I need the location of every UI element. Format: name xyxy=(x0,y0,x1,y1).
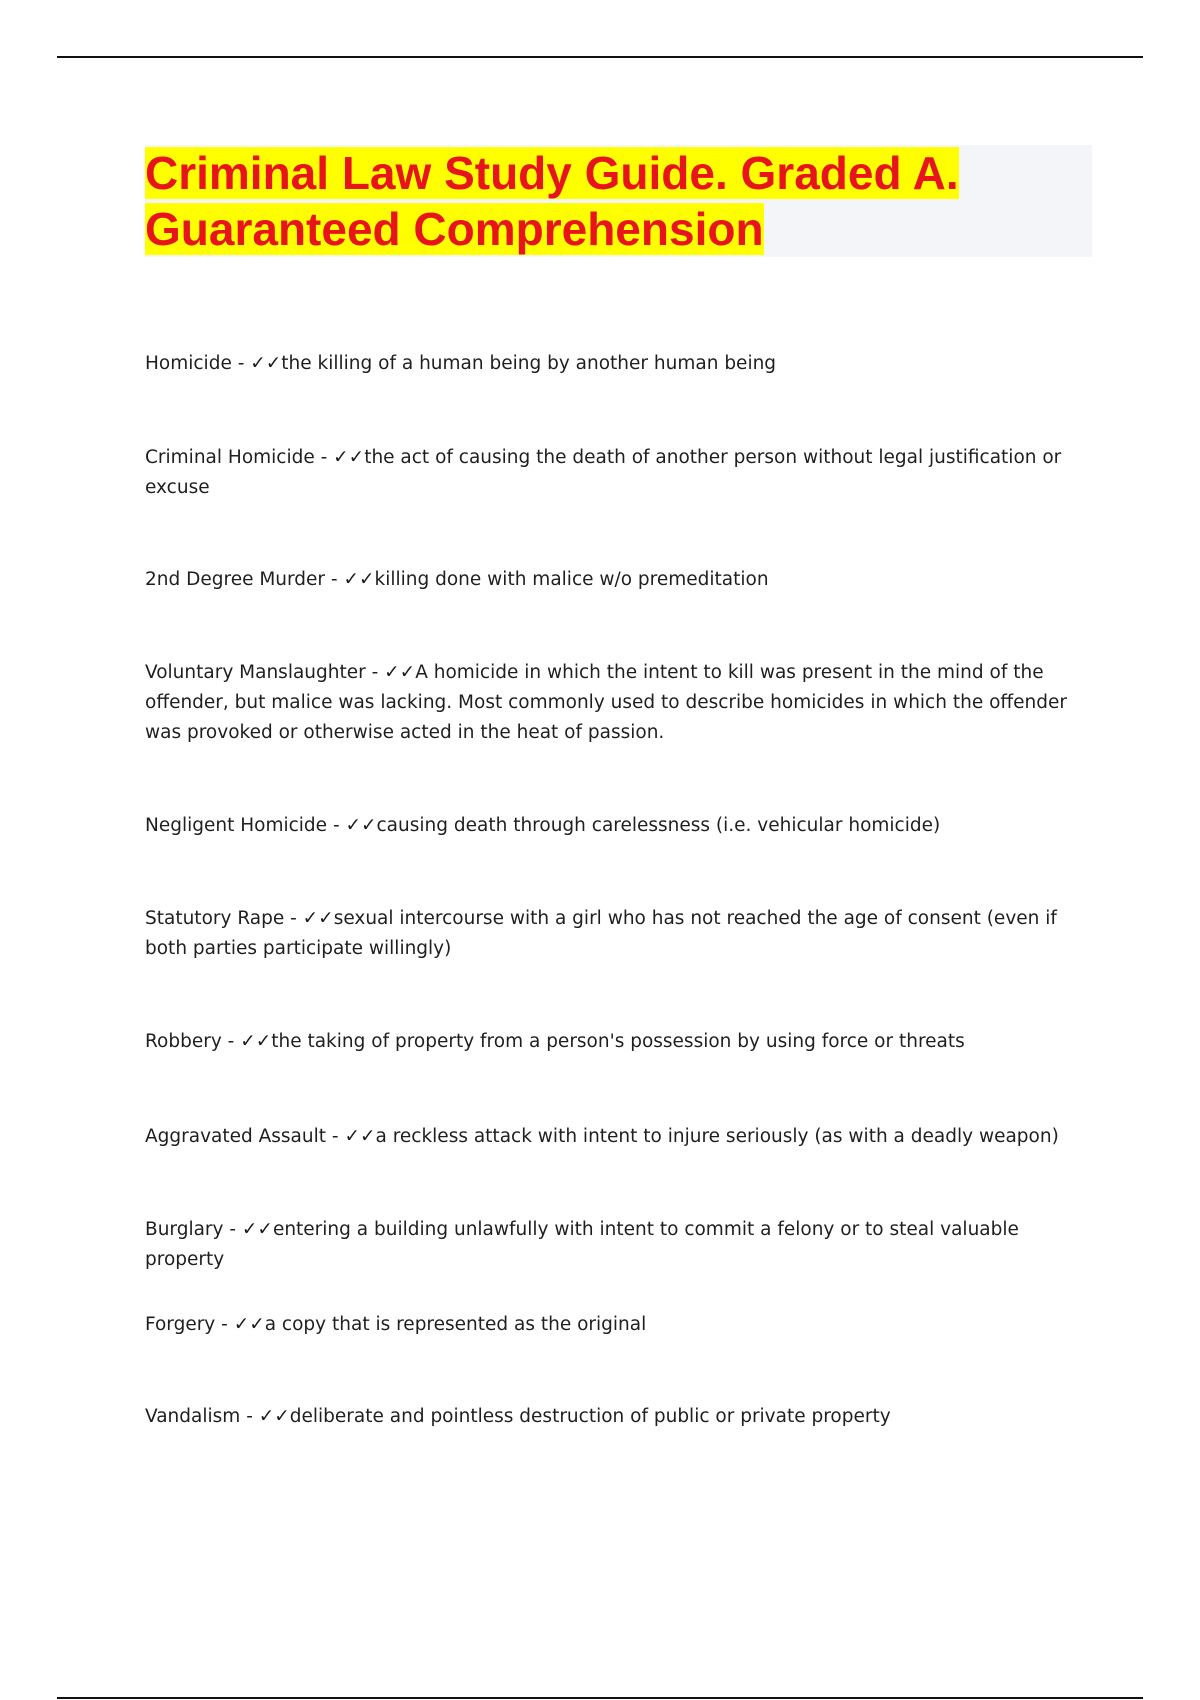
definition-entry: Forgery - ✓✓a copy that is represented as the original xyxy=(145,1314,647,1335)
entry-definition: the act of causing the death of another person without legal justification or excuse xyxy=(145,447,1062,498)
title-line-2: Guaranteed Comprehension xyxy=(145,203,764,255)
entry-term: Criminal Homicide xyxy=(145,447,315,468)
checkmark-icon: ✓✓ xyxy=(258,1406,290,1427)
checkmark-icon: ✓✓ xyxy=(240,1031,272,1052)
entry-definition: A homicide in which the intent to kill was present in the mind of the offender, but malice was lacking. Most commonly used to describe homicides in which the offender was provoked or otherwise acted in the heat of passion. xyxy=(145,662,1067,743)
entry-term: Voluntary Manslaughter xyxy=(145,662,366,683)
definition-entry: 2nd Degree Murder - ✓✓killing done with malice w/o premeditation xyxy=(145,569,769,590)
entry-definition: entering a building unlawfully with intent to commit a felony or to steal valuable property xyxy=(145,1219,1019,1270)
checkmark-icon: ✓✓ xyxy=(345,815,377,836)
checkmark-icon: ✓✓ xyxy=(241,1219,273,1240)
bottom-rule xyxy=(57,1697,1143,1699)
entry-definition: a copy that is represented as the original xyxy=(264,1314,647,1335)
definition-entry: Aggravated Assault - ✓✓a reckless attack with intent to injure seriously (as with a deadly weapon) xyxy=(145,1126,1059,1147)
definition-entry: Vandalism - ✓✓deliberate and pointless destruction of public or private property xyxy=(145,1406,891,1427)
entry-term: Forgery xyxy=(145,1314,216,1335)
top-rule xyxy=(57,56,1143,58)
checkmark-icon: ✓✓ xyxy=(250,353,282,374)
definition-entry: Voluntary Manslaughter - ✓✓A homicide in which the intent to kill was present in the mind of the offender, but malice was lacking. Most commonly used to describe homicides in which the offender was provoked or otherwise acted in the heat of passion. xyxy=(145,662,1067,743)
entry-term: Statutory Rape xyxy=(145,908,285,929)
entry-definition: causing death through carelessness (i.e. vehicular homicide) xyxy=(376,815,941,836)
entry-definition: the killing of a human being by another human being xyxy=(281,353,777,374)
entry-definition: deliberate and pointless destruction of public or private property xyxy=(289,1406,891,1427)
entry-definition: killing done with malice w/o premeditation xyxy=(374,569,769,590)
entry-definition: a reckless attack with intent to injure seriously (as with a deadly weapon) xyxy=(375,1126,1059,1147)
entry-term: Burglary xyxy=(145,1219,224,1240)
checkmark-icon: ✓✓ xyxy=(344,1126,376,1147)
entry-definition: the taking of property from a person's possession by using force or threats xyxy=(271,1031,965,1052)
document-title xyxy=(145,145,1045,257)
entry-term: Robbery xyxy=(145,1031,222,1052)
title-line-1: Criminal Law Study Guide. Graded A. xyxy=(145,147,959,199)
entry-term: Vandalism xyxy=(145,1406,241,1427)
definition-entry: Robbery - ✓✓the taking of property from a person's possession by using force or threats xyxy=(145,1031,965,1052)
definition-entry: Statutory Rape - ✓✓sexual intercourse with a girl who has not reached the age of consent (even if both parties participate willingly) xyxy=(145,908,1057,959)
checkmark-icon: ✓✓ xyxy=(343,569,375,590)
checkmark-icon: ✓✓ xyxy=(333,447,365,468)
checkmark-icon: ✓✓ xyxy=(302,908,334,929)
definition-entry: Burglary - ✓✓entering a building unlawfully with intent to commit a felony or to steal valuable property xyxy=(145,1219,1019,1270)
definition-entry: Criminal Homicide - ✓✓the act of causing the death of another person without legal justification or excuse xyxy=(145,447,1062,498)
entry-term: Homicide xyxy=(145,353,232,374)
entry-term: 2nd Degree Murder xyxy=(145,569,326,590)
entry-term: Negligent Homicide xyxy=(145,815,328,836)
definition-entry: Homicide - ✓✓the killing of a human being by another human being xyxy=(145,353,777,374)
entry-definition: sexual intercourse with a girl who has not reached the age of consent (even if both parties participate willingly) xyxy=(145,908,1057,959)
definition-entry: Negligent Homicide - ✓✓causing death through carelessness (i.e. vehicular homicide) xyxy=(145,815,941,836)
entry-term: Aggravated Assault xyxy=(145,1126,327,1147)
checkmark-icon: ✓✓ xyxy=(384,662,416,683)
checkmark-icon: ✓✓ xyxy=(233,1314,265,1335)
